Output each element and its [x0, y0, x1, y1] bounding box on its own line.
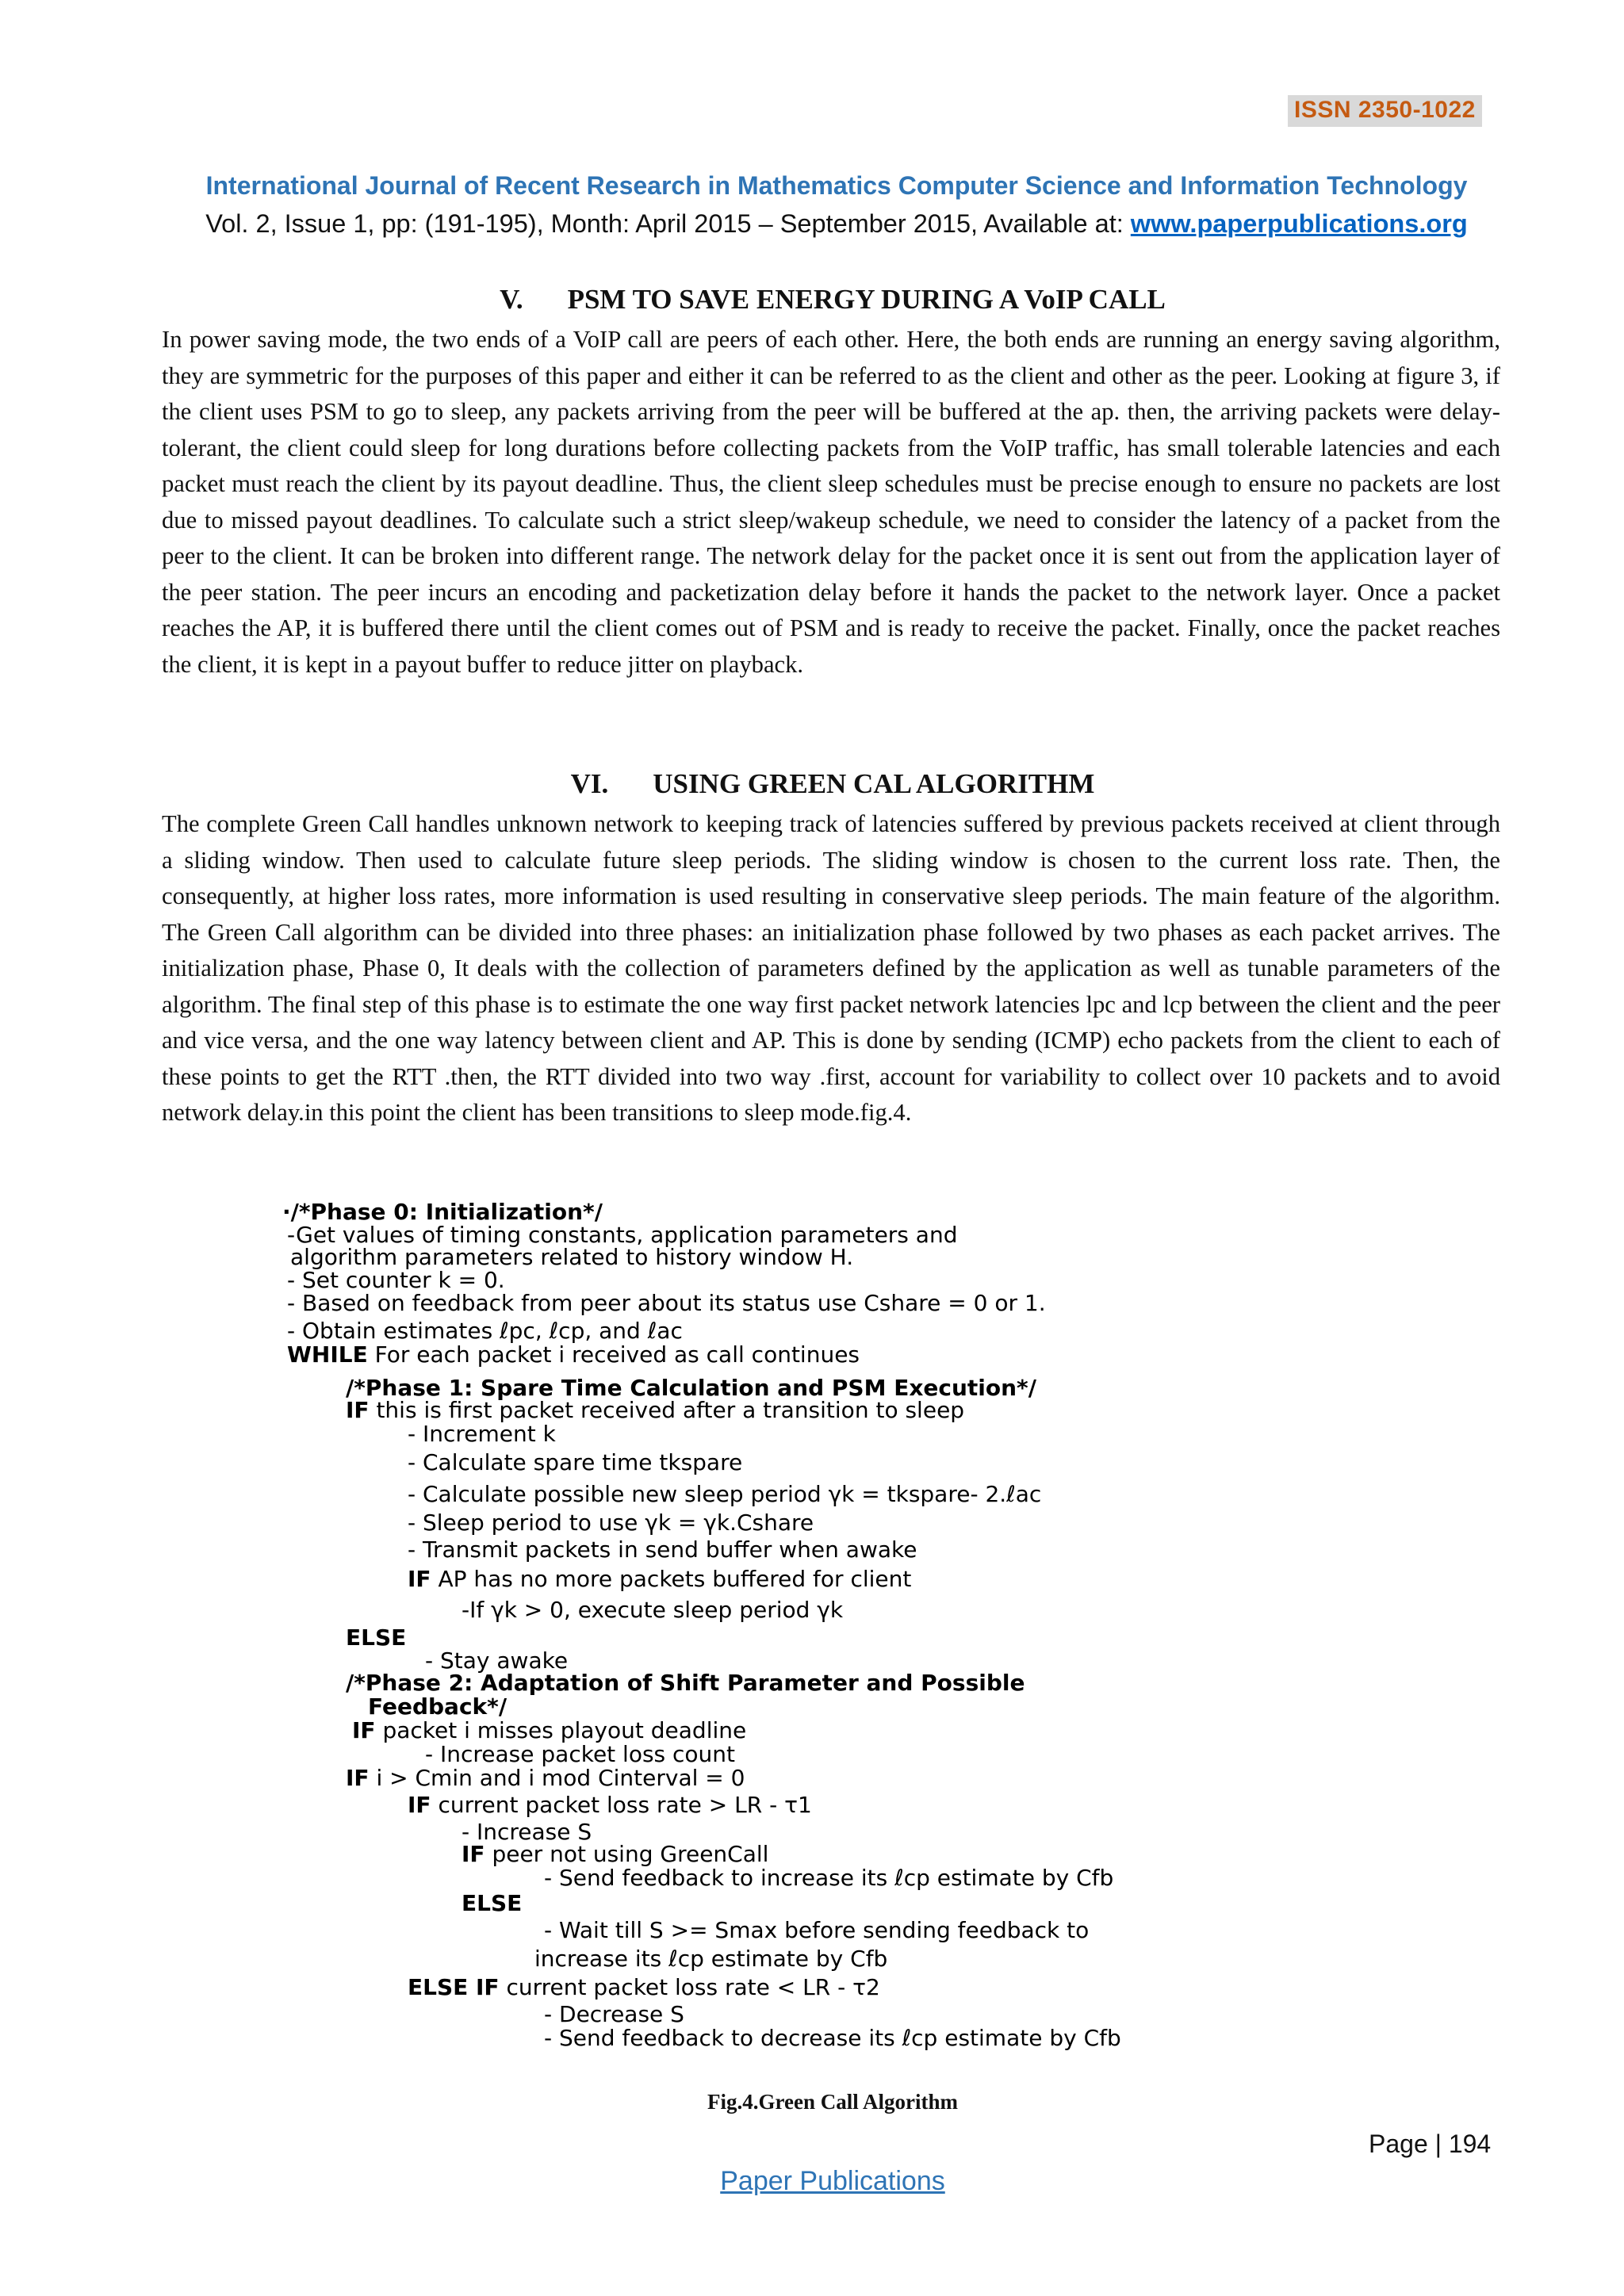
algo-line: algorithm parameters related to history window H. — [290, 1244, 854, 1270]
journal-url-link[interactable]: www.paperpublications.org — [1130, 209, 1468, 238]
section-body-v: In power saving mode, the two ends of a VoIP call are peers of each other. Here, the both ends are running an energy saving algorithm, they are symmetric for the purposes of this paper and either it can be referred to as the client and other as the peer. Looking at figure 3, if the client uses PSM to go to sleep, any packets arriving from the peer will be buffered at the ap. then, the arriving packets were delay-tolerant, the client could sleep for long durations before collecting packets from the VoIP traffic, has small tolerable latencies and each packet must reach the client by its payout deadline. Thus, the client sleep schedules must be precise enough to ensure no packets are lost due to missed payout deadlines. To calculate such a strict sleep/wakeup schedule, we need to consider the latency of a packet from the peer to the client. It can be broken into different range. The network delay for the packet once it is sent out from the application layer of the peer station. The peer incurs an encoding and packetization delay before it hands the packet to the network layer. Once a packet reaches the AP, it is buffered there until the client comes out of PSM and is ready to receive the packet. Finally, once the packet reaches the client, it is kept in a payout buffer to reduce jitter on playback. — [162, 326, 1500, 678]
algo-line: - Increment k — [408, 1421, 556, 1447]
algo-line: - Decrease S — [544, 2001, 684, 2027]
algo-line: IF current packet loss rate > LR - τ1 — [408, 1792, 812, 1818]
algo-line: IF peer not using GreenCall — [462, 1841, 769, 1867]
algo-line: - Increase packet loss count — [425, 1741, 736, 1767]
issn-badge: ISSN 2350-1022 — [1288, 95, 1482, 127]
algo-line: - Stay awake — [425, 1647, 569, 1674]
algo-line: IF i > Cmin and i mod Cinterval = 0 — [346, 1765, 745, 1791]
algo-line: - Transmit packets in send buffer when awake — [408, 1536, 917, 1563]
algo-line: Feedback*/ — [368, 1693, 508, 1720]
figure-caption: Fig.4.Green Call Algorithm — [707, 2090, 958, 2114]
algo-line: - Obtain estimates ℓpc, ℓcp, and ℓac — [287, 1318, 683, 1344]
green-call-algorithm-figure — [282, 1200, 1392, 2061]
volume-line — [0, 209, 1624, 239]
algo-line: - Wait till S >= Smax before sending feedback to — [544, 1917, 1090, 1943]
publisher-link[interactable]: Paper Publications — [720, 2166, 945, 2196]
volume-text: Vol. 2, Issue 1, pp: (191-195), Month: April 2015 – September 2015, Available at: — [205, 209, 1131, 238]
algo-line: ELSE — [346, 1624, 407, 1651]
section-heading-vi — [0, 768, 1624, 800]
algo-line: - Send feedback to increase its ℓcp estimate by Cfb — [544, 1865, 1114, 1891]
algo-line: - Sleep period to use γk = γk.Cshare — [408, 1510, 814, 1536]
algo-line: - Based on feedback from peer about its status use Cshare = 0 or 1. — [287, 1290, 1046, 1316]
section-body-vi: The complete Green Call handles unknown network to keeping track of latencies suffered by previous packets received at client through a sliding window. Then used to calculate future sleep periods. The sliding window is chosen to the current loss rate. Then, the consequently, at higher loss rates, more information is used resulting in conservative sleep periods. The main feature of the algorithm. The Green Call algorithm can be divided into three phases: an initialization phase followed by two phases as each packet arrives. The initialization phase, Phase 0, It deals with the collection of parameters defined by the application as well as tunable parameters of the algorithm. The final step of this phase is to estimate the one way first packet network latencies lpc and lcp between the client and the peer and vice versa, and the one way latency between client and AP. This is done by sending (ICMP) echo packets from the client to each of these points to get the RTT .then, the RTT divided into two way .first, account for variability to collect over 10 packets and to avoid network delay.in this point the client has been transitions to sleep mode.fig.4. — [162, 810, 1500, 1126]
algo-line: - Send feedback to decrease its ℓcp estimate by Cfb — [544, 2025, 1121, 2051]
algo-line: - Calculate spare time tkspare — [408, 1449, 743, 1475]
algo-line: - Increase S — [462, 1819, 592, 1845]
algo-line: /*Phase 1: Spare Time Calculation and PSM Execution*/ — [346, 1375, 1036, 1401]
journal-title: International Journal of Recent Research in Mathematics Computer Science and Information Technology — [205, 171, 1468, 200]
section-title: PSM TO SAVE ENERGY DURING A VoIP CALL — [567, 284, 1166, 315]
algo-line: - Set counter k = 0. — [287, 1267, 505, 1293]
algo-line: -If γk > 0, execute sleep period γk — [462, 1597, 844, 1623]
page-number: Page | 194 — [1369, 2130, 1492, 2158]
algo-line: IF packet i misses playout deadline — [352, 1717, 747, 1743]
algo-line: IF AP has no more packets buffered for client — [408, 1566, 912, 1592]
section-heading-v — [0, 284, 1624, 316]
algo-line: increase its ℓcp estimate by Cfb — [534, 1946, 888, 1972]
algo-line: WHILE For each packet i received as call continues — [287, 1341, 860, 1368]
algo-line: ELSE — [462, 1890, 523, 1916]
algo-line: - Calculate possible new sleep period γk = tkspare- 2.ℓac — [408, 1481, 1042, 1507]
algo-line: -Get values of timing constants, application parameters and — [287, 1222, 958, 1248]
algo-line: ELSE IF current packet loss rate < LR - τ2 — [408, 1974, 880, 2000]
section-title: USING GREEN CAL ALGORITHM — [653, 768, 1095, 799]
section-number: V. — [500, 284, 523, 315]
algo-line: /*Phase 2: Adaptation of Shift Parameter and Possible — [346, 1670, 1025, 1696]
section-number: VI. — [570, 768, 609, 799]
algo-line: IF this is first packet received after a transition to sleep — [346, 1397, 965, 1423]
algo-line: ·/*Phase 0: Initialization*/ — [282, 1199, 603, 1225]
